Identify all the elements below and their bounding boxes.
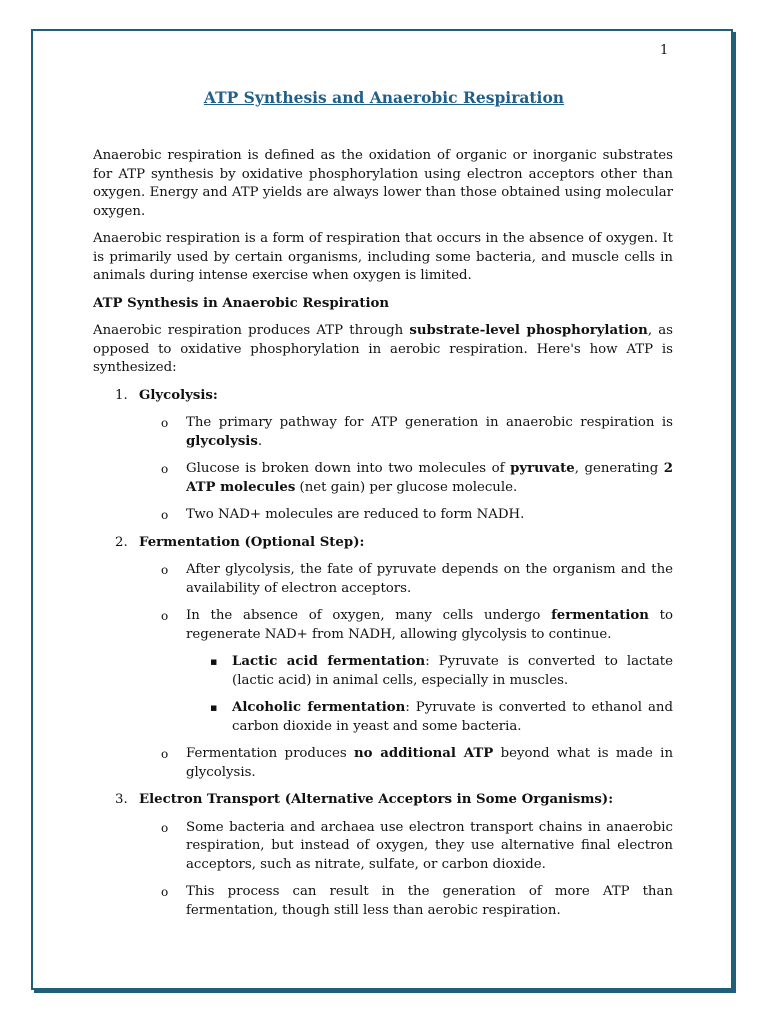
item-text-after: : Pyruvate is converted to ethanol and carbon dioxide in yeast and some bacteria. [232,700,673,734]
intro-text-after: , as opposed to oxidative phosphorylation in aerobic respiration. Here's how ATP is synthesized: [93,323,673,375]
item-text-after: to regenerate NAD+ from NADH, allowing glycolysis to continue. [186,608,673,642]
bullet-marker: o [161,508,169,522]
step-glycolysis [0,387,673,406]
list-item [0,745,673,782]
item-text-after: beyond what is made in glycolysis. [186,746,674,780]
list-item [0,506,673,525]
document-title: ATP Synthesis and Anaerobic Respiration [203,88,565,107]
list-item [0,607,673,644]
intro-bold: substrate-level phosphorylation [409,323,648,338]
intro-text: Anaerobic respiration produces ATP through [93,323,410,338]
list-item [0,819,673,875]
step-number: 2. [115,534,128,550]
paragraph-description: Anaerobic respiration is a form of respiration that occurs in the absence of oxygen. It is primarily used by certain organisms, including some bacteria, and muscle cells in animals during intense exercise when oxygen is limited. [93,231,673,283]
item-text-after: . [257,433,263,449]
list-item [0,460,673,497]
sub-list-item [0,699,673,736]
bullet-marker: o [161,820,169,835]
step-electron-transport [0,791,673,810]
item-text: Some bacteria and archaea use electron transport chains in anaerobic respiration, but instead of oxygen, they use alternative final electron acceptors, such as nitrate, sulfate, or carbon dioxide. [186,819,673,872]
step-number: 3. [115,792,128,807]
list-item [0,561,673,598]
item-bold: no additional ATP [354,746,494,761]
bullet-marker: o [161,747,169,761]
item-text: After glycolysis, the fate of pyruvate depends on the organism and the availability of electron acceptors. [186,562,673,596]
item-text: This process can result in the generation of more ATP than fermentation, though still less than aerobic respiration. [186,884,673,918]
square-bullet-marker: ▪ [210,701,218,714]
step-label: Glycolysis: [139,387,218,403]
list-item [0,883,673,920]
item-text: Glucose is broken down into two molecules of [186,461,511,476]
step-number: 1. [115,387,128,403]
item-bold: Alcoholic fermentation [232,700,406,715]
paragraph-definition: Anaerobic respiration is defined as the oxidation of organic or inorganic substrates for ATP synthesis by oxidative phosphorylation using electron acceptors other than oxygen. Energy and ATP yields are always lower than those obtained using molecular oxygen. [93,148,673,219]
item-bold: glycolysis [186,433,258,449]
section-heading: ATP Synthesis in Anaerobic Respiration [93,295,390,311]
item-bold: pyruvate [510,461,575,476]
bullet-marker: o [161,609,169,623]
square-bullet-marker: ▪ [210,655,218,668]
step-label: Fermentation (Optional Step): [139,534,365,550]
page-number: 1 [660,43,669,58]
item-text-after: : Pyruvate is converted to lactate (lactic acid) in animal cells, especially in muscles. [232,654,673,688]
item-text: Fermentation produces [186,746,355,761]
step-label: Electron Transport (Alternative Acceptors in Some Organisms): [139,792,614,807]
item-text-after: (net gain) per glucose molecule. [295,479,518,495]
bullet-marker: o [161,563,169,577]
bullet-marker: o [161,462,169,476]
list-item [0,414,673,451]
paragraph-intro [93,322,673,378]
item-text: Two NAD+ molecules are reduced to form NADH. [186,507,525,522]
item-bold-2: 2 ATP molecules [186,461,673,495]
item-text-mid: , generating [574,461,664,476]
item-bold: Lactic acid fermentation [232,654,426,669]
item-text: In the absence of oxygen, many cells undergo [186,608,552,623]
item-bold: fermentation [551,608,649,623]
sub-list-item [0,653,673,690]
bullet-marker: o [161,885,169,899]
item-text: The primary pathway for ATP generation in anaerobic respiration is [186,415,673,430]
bullet-marker: o [161,416,169,430]
step-fermentation [0,534,673,553]
steps-list [0,387,673,921]
document-body [93,147,673,929]
